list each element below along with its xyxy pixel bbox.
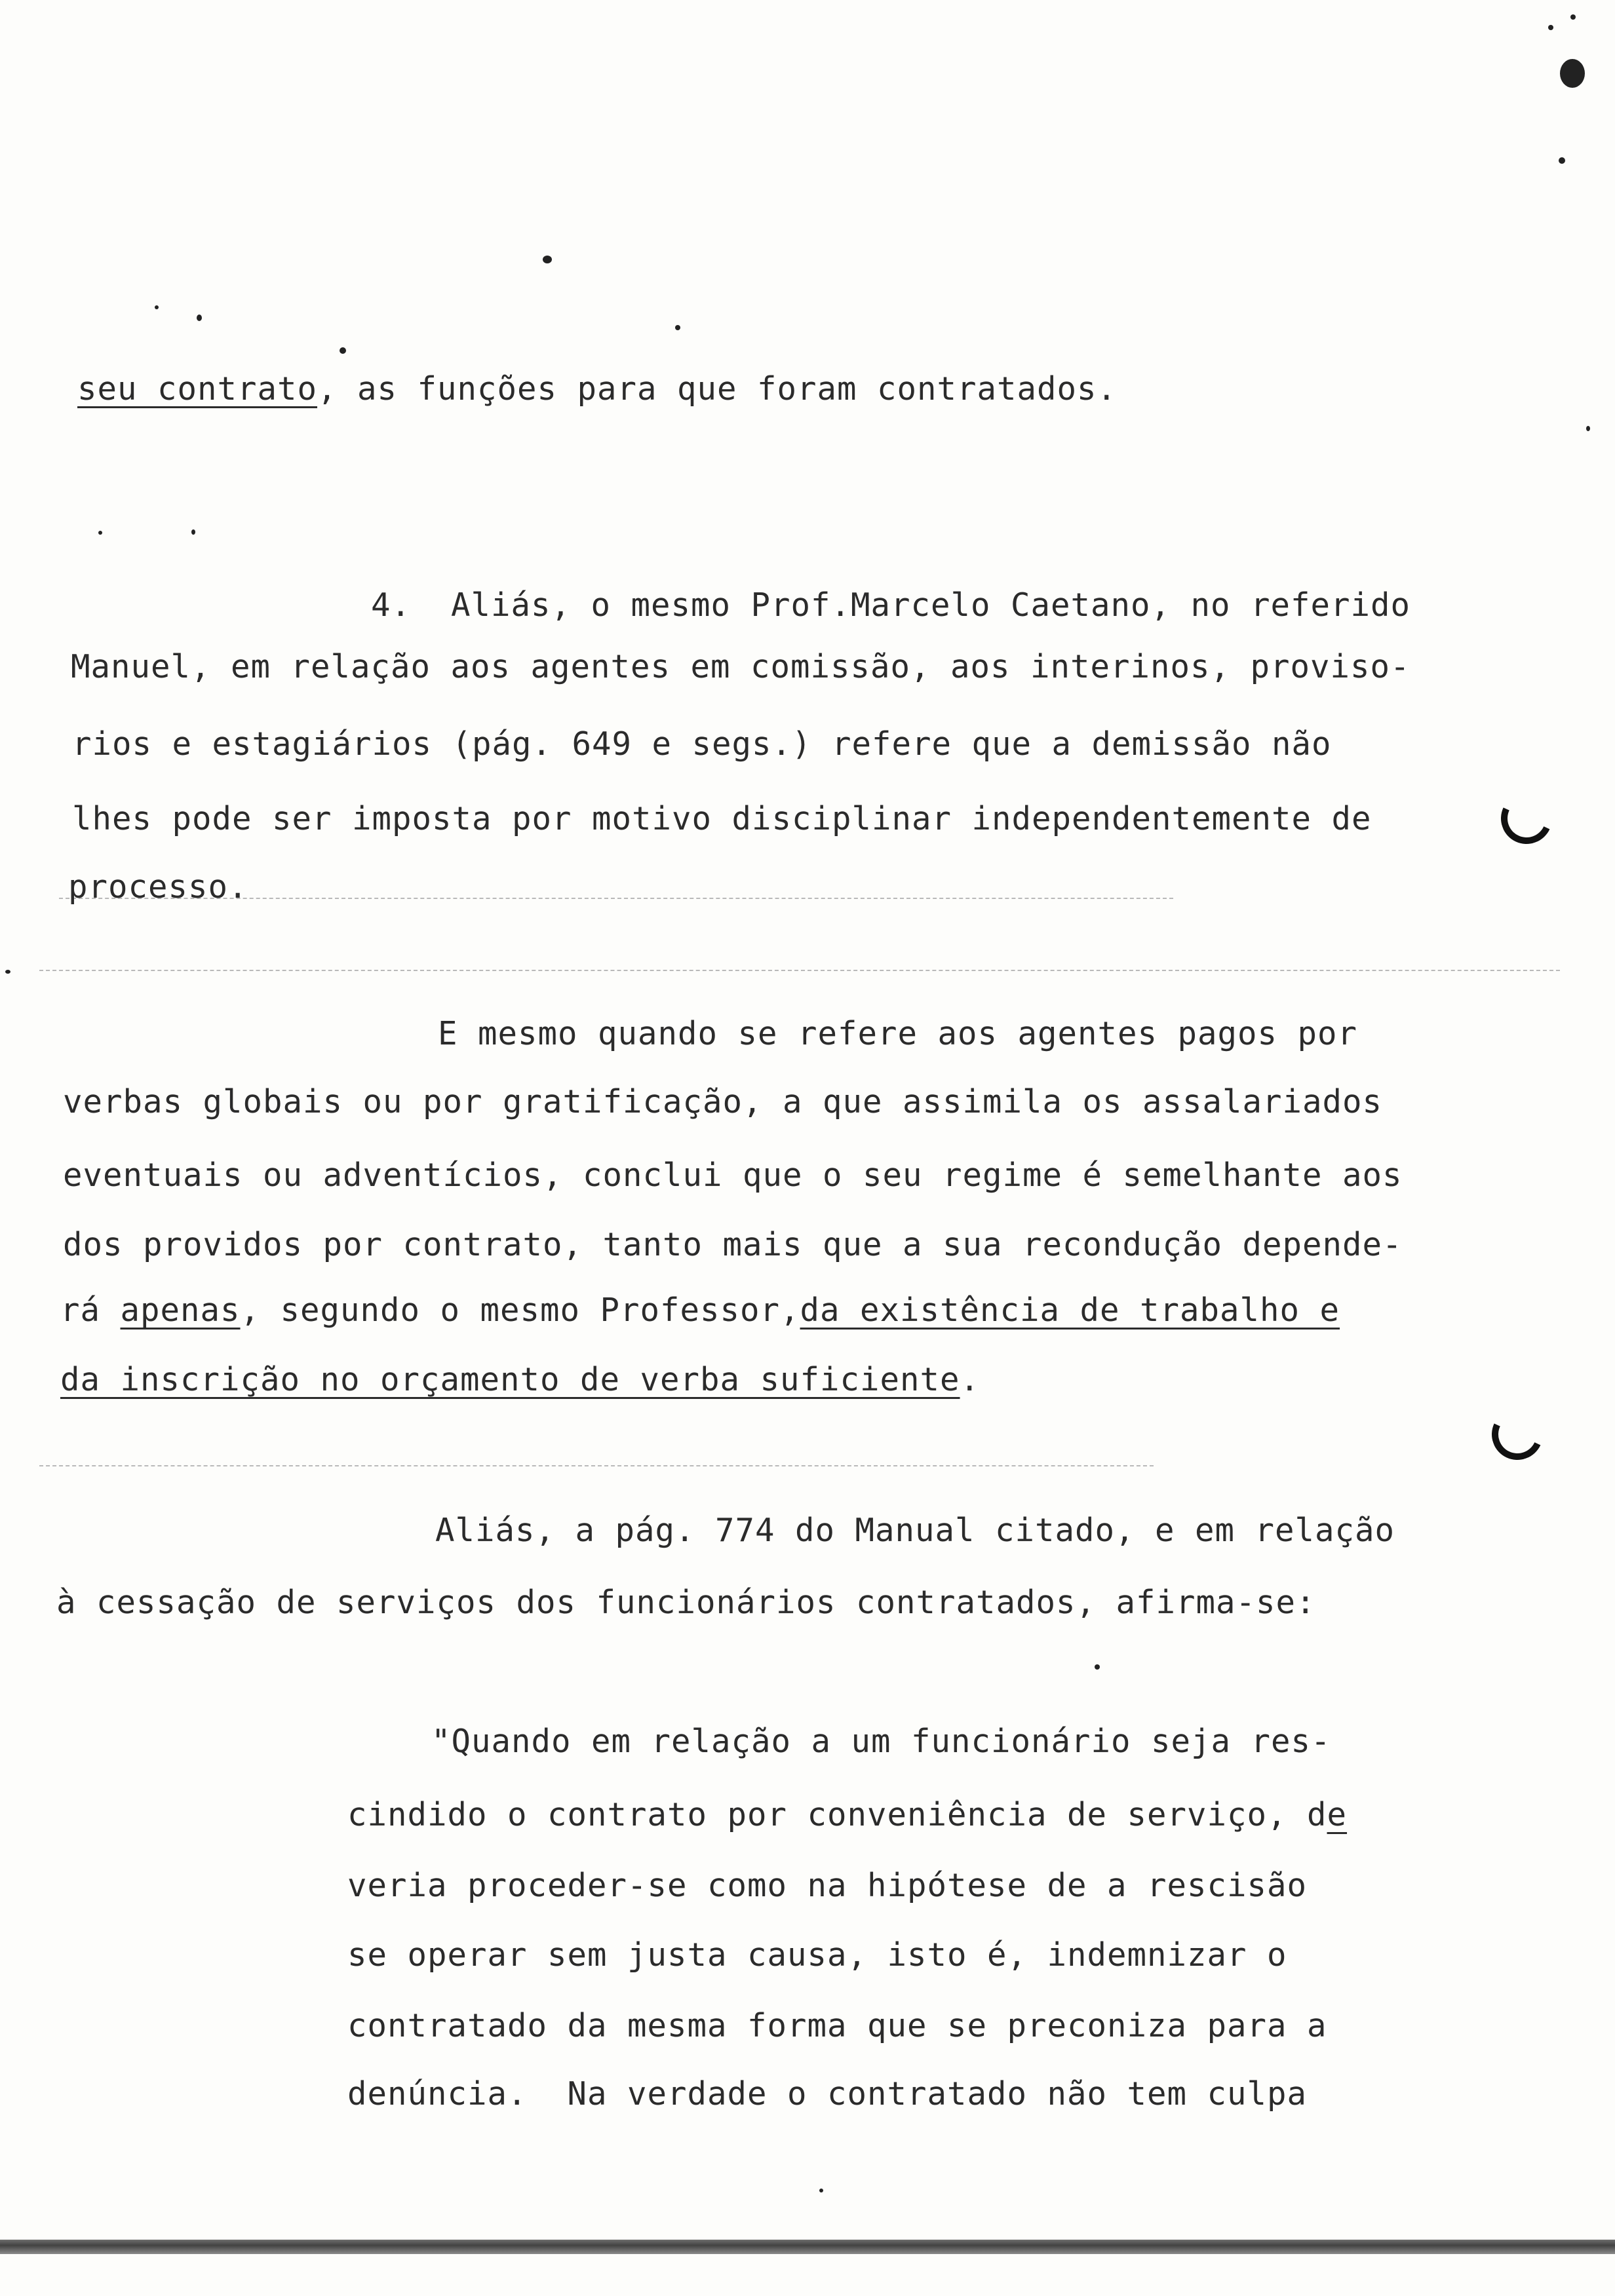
- quote-line: se operar sem justa causa, isto é, indemnizar o: [347, 1936, 1287, 1974]
- quote-line: contratado da mesma forma que se preconiza para a: [347, 2007, 1327, 2044]
- text-line: eventuais ou adventícios, conclui que o seu regime é semelhante aos: [63, 1157, 1403, 1194]
- scan-edge-bar: [0, 2240, 1615, 2254]
- quote-line: cindido o contrato por conveniência de serviço, de: [347, 1796, 1348, 1833]
- text-line: processo.: [68, 868, 248, 906]
- punch-hole-mark: [1485, 1402, 1550, 1467]
- text-line: E mesmo quando se refere aos agentes pagos por: [438, 1015, 1358, 1052]
- quote-line: denúncia. Na verdade o contratado não tem culpa: [347, 2075, 1308, 2113]
- text-line: Manuel, em relação aos agentes em comissão, aos interinos, proviso-: [71, 648, 1411, 685]
- quote-line: veria proceder-se como na hipótese de a rescisão: [347, 1867, 1308, 1904]
- text-line: à cessação de serviços dos funcionários contratados, afirma-se:: [56, 1584, 1316, 1621]
- text-line: dos providos por contrato, tanto mais que a sua recondução depende-: [63, 1226, 1403, 1263]
- text-line: 4. Aliás, o mesmo Prof.Marcelo Caetano, no referido: [371, 586, 1411, 624]
- quote-line: "Quando em relação a um funcionário seja res-: [431, 1723, 1331, 1760]
- text-line: da inscrição no orçamento de verba suficiente.: [60, 1361, 981, 1398]
- text-line: lhes pode ser imposta por motivo disciplinar independentemente de: [72, 800, 1372, 837]
- text-line: verbas globais ou por gratificação, a que assimila os assalariados: [63, 1083, 1383, 1120]
- text-line: Aliás, a pág. 774 do Manual citado, e em relação: [435, 1512, 1395, 1549]
- text-line: seu contrato, as funções para que foram contratados.: [77, 370, 1118, 408]
- punch-hole-mark: [1494, 786, 1559, 851]
- text-line: rios e estagiários (pág. 649 e segs.) refere que a demissão não: [72, 725, 1332, 763]
- text-line: rá apenas, segundo o mesmo Professor,da existência de trabalho e: [60, 1292, 1340, 1329]
